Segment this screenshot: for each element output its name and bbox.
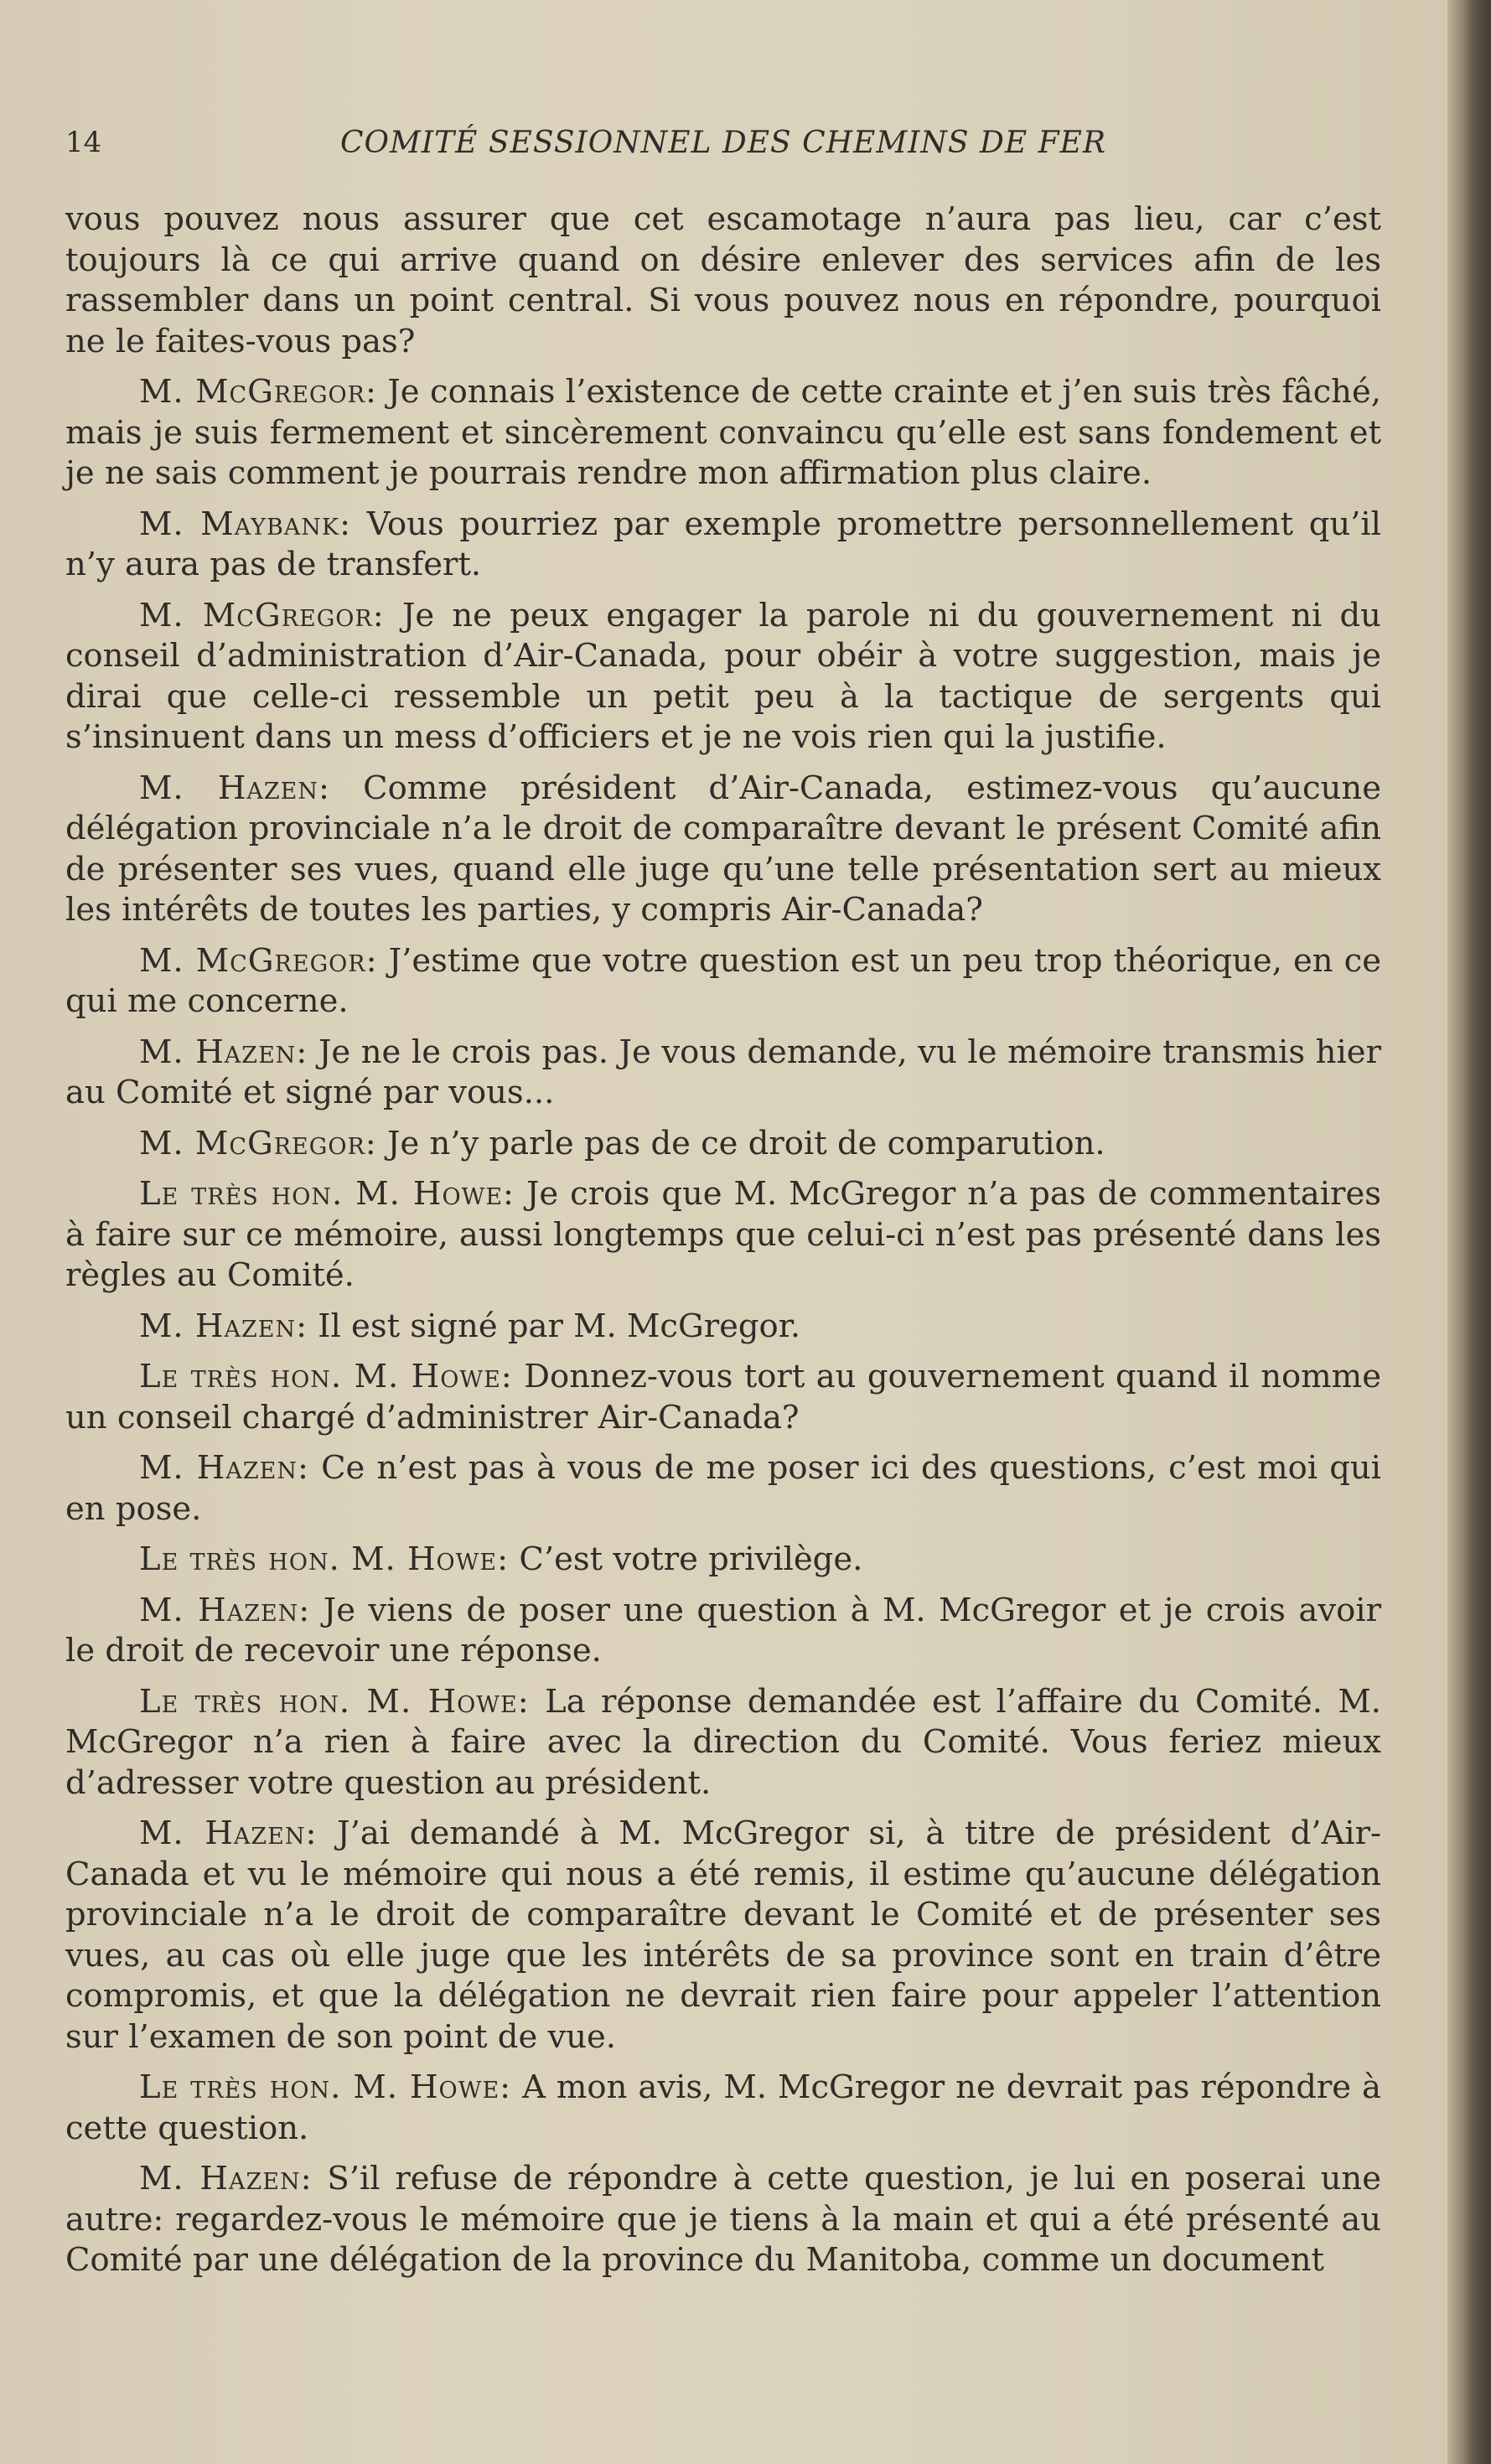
paragraph-text: Je ne le crois pas. Je vous demande, vu le mémoire transmis hier au Comité et signé par vous...: [65, 1033, 1381, 1111]
speaker-name: M. Hazen:: [139, 1307, 308, 1345]
paragraph: [65, 1814, 1381, 2058]
speaker-name: M. Hazen:: [139, 769, 330, 807]
speaker-name: M. McGregor:: [139, 1124, 377, 1162]
paragraph-text: La réponse demandée est l’affaire du Comité. M. McGregor n’a rien à faire avec la direction du Comité. Vous feriez mieux d’adresser votre question au président.: [65, 1682, 1381, 1802]
speaker-name: Le très hon. M. Howe:: [139, 1682, 530, 1721]
paragraph: [65, 372, 1381, 494]
paragraph: [65, 199, 1381, 362]
paragraph-text: Je viens de poser une question à M. McGregor et je crois avoir le droit de recevoir une réponse.: [65, 1591, 1381, 1669]
paragraph: [65, 1682, 1381, 1804]
paragraph: [65, 769, 1381, 931]
running-title: COMITÉ SESSIONNEL DES CHEMINS DE FER: [340, 126, 1106, 160]
speaker-name: Le très hon. M. Howe:: [139, 1358, 513, 1395]
speaker-name: Le très hon. M. Howe:: [139, 2068, 512, 2106]
paragraph-text: Je n’y parle pas de ce droit de comparution.: [387, 1124, 1105, 1162]
paragraph: [65, 505, 1381, 586]
speaker-name: M. Hazen:: [139, 1814, 318, 1852]
paragraph: [65, 596, 1381, 758]
speaker-name: M. Hazen:: [139, 1033, 308, 1071]
speaker-name: M. Hazen:: [139, 1591, 311, 1629]
paragraph-text: Comme président d’Air-Canada, estimez-vous qu’aucune délégation provinciale n’a le droit de comparaître devant le présent Comité afin de présenter ses vues, quand elle juge qu’une telle présentation sert au mieux les intérêts de toutes les parties, y compris Air-Canada?: [65, 769, 1381, 929]
paragraph-text: Je connais l’existence de cette crainte et j’en suis très fâché, mais je suis fermement et sincèrement convaincu qu’elle est sans fondement et je ne sais comment je pourrais rendre mon affirmation plus claire.: [65, 373, 1381, 492]
speaker-name: Le très hon. M. Howe:: [139, 1540, 510, 1578]
paragraph: [65, 2159, 1381, 2281]
speaker-name: M. McGregor:: [139, 941, 378, 980]
paragraph-text: vous pouvez nous assurer que cet escamotage n’aura pas lieu, car c’est toujours là ce qui arrive quand on désire enlever des services afin de les rassembler dans un point central. Si vous pouvez nous en répondre, pourquoi ne le faites-vous pas?: [65, 200, 1381, 360]
paragraph-text: Je ne peux engager la parole ni du gouvernement ni du conseil d’administration d’Air-Canada, pour obéir à votre suggestion, mais je dirai que celle-ci ressemble un petit peu à la tactique de sergents qui s’insinuent dans un mess d’officiers et je ne vois rien qui la justifie.: [65, 596, 1381, 756]
page-number: 14: [65, 126, 102, 159]
paragraph-text: S’il refuse de répondre à cette question, je lui en poserai une autre: regardez-vous le mémoire que je tiens à la main et qui a été présenté au Comité par une délégation de la province du Manitoba, comme un document: [65, 2160, 1381, 2279]
paragraph-text: Je crois que M. McGregor n’a pas de commentaires à faire sur ce mémoire, aussi longtemps que celui-ci n’est pas présenté dans les règles au Comité.: [65, 1175, 1381, 1294]
paragraph: [65, 1357, 1381, 1438]
paragraph-text: A mon avis, M. McGregor ne devrait pas répondre à cette question.: [65, 2068, 1381, 2147]
page-header: [65, 126, 1381, 176]
speaker-name: M. McGregor:: [139, 596, 385, 634]
paragraph-text: Ce n’est pas à vous de me poser ici des questions, c’est moi qui en pose.: [65, 1449, 1381, 1528]
paragraph: [65, 1124, 1381, 1165]
paragraph-text: J’ai demandé à M. McGregor si, à titre de président d’Air-Canada et vu le mémoire qui nous a été remis, il estime qu’aucune délégation provinciale n’a le droit de comparaître devant le Comité et de présenter ses vues, au cas où elle juge que les intérêts de sa province sont en train d’être compromis, et que la délégation ne devrait rien faire pour appeler l’attention sur l’examen de son point de vue.: [65, 1814, 1381, 2056]
speaker-name: M. Maybank:: [139, 505, 352, 543]
speaker-name: M. Hazen:: [139, 1449, 309, 1487]
paragraph: [65, 2068, 1381, 2149]
transcript-body: [65, 199, 1381, 2291]
paragraph-text: Il est signé par M. McGregor.: [318, 1307, 801, 1345]
paragraph: [65, 1448, 1381, 1530]
paragraph-text: J’estime que votre question est un peu trop théorique, en ce qui me concerne.: [65, 941, 1381, 1020]
paragraph-text: Vous pourriez par exemple promettre personnellement qu’il n’y aura pas de transfert.: [65, 505, 1381, 583]
paragraph: [65, 1174, 1381, 1297]
speaker-name: Le très hon. M. Howe:: [139, 1175, 515, 1213]
paragraph-text: C’est votre privilège.: [519, 1540, 863, 1578]
paragraph: [65, 1033, 1381, 1114]
speaker-name: M. McGregor:: [139, 373, 377, 411]
paragraph-text: Donnez-vous tort au gouvernement quand il nomme un conseil chargé d’administrer Air-Canada?: [65, 1358, 1381, 1436]
speaker-name: M. Hazen:: [139, 2160, 313, 2197]
paragraph: [65, 1307, 1381, 1348]
paragraph: [65, 1540, 1381, 1581]
paragraph: [65, 941, 1381, 1022]
book-binding-shadow: [1447, 0, 1491, 2464]
paragraph: [65, 1591, 1381, 1672]
